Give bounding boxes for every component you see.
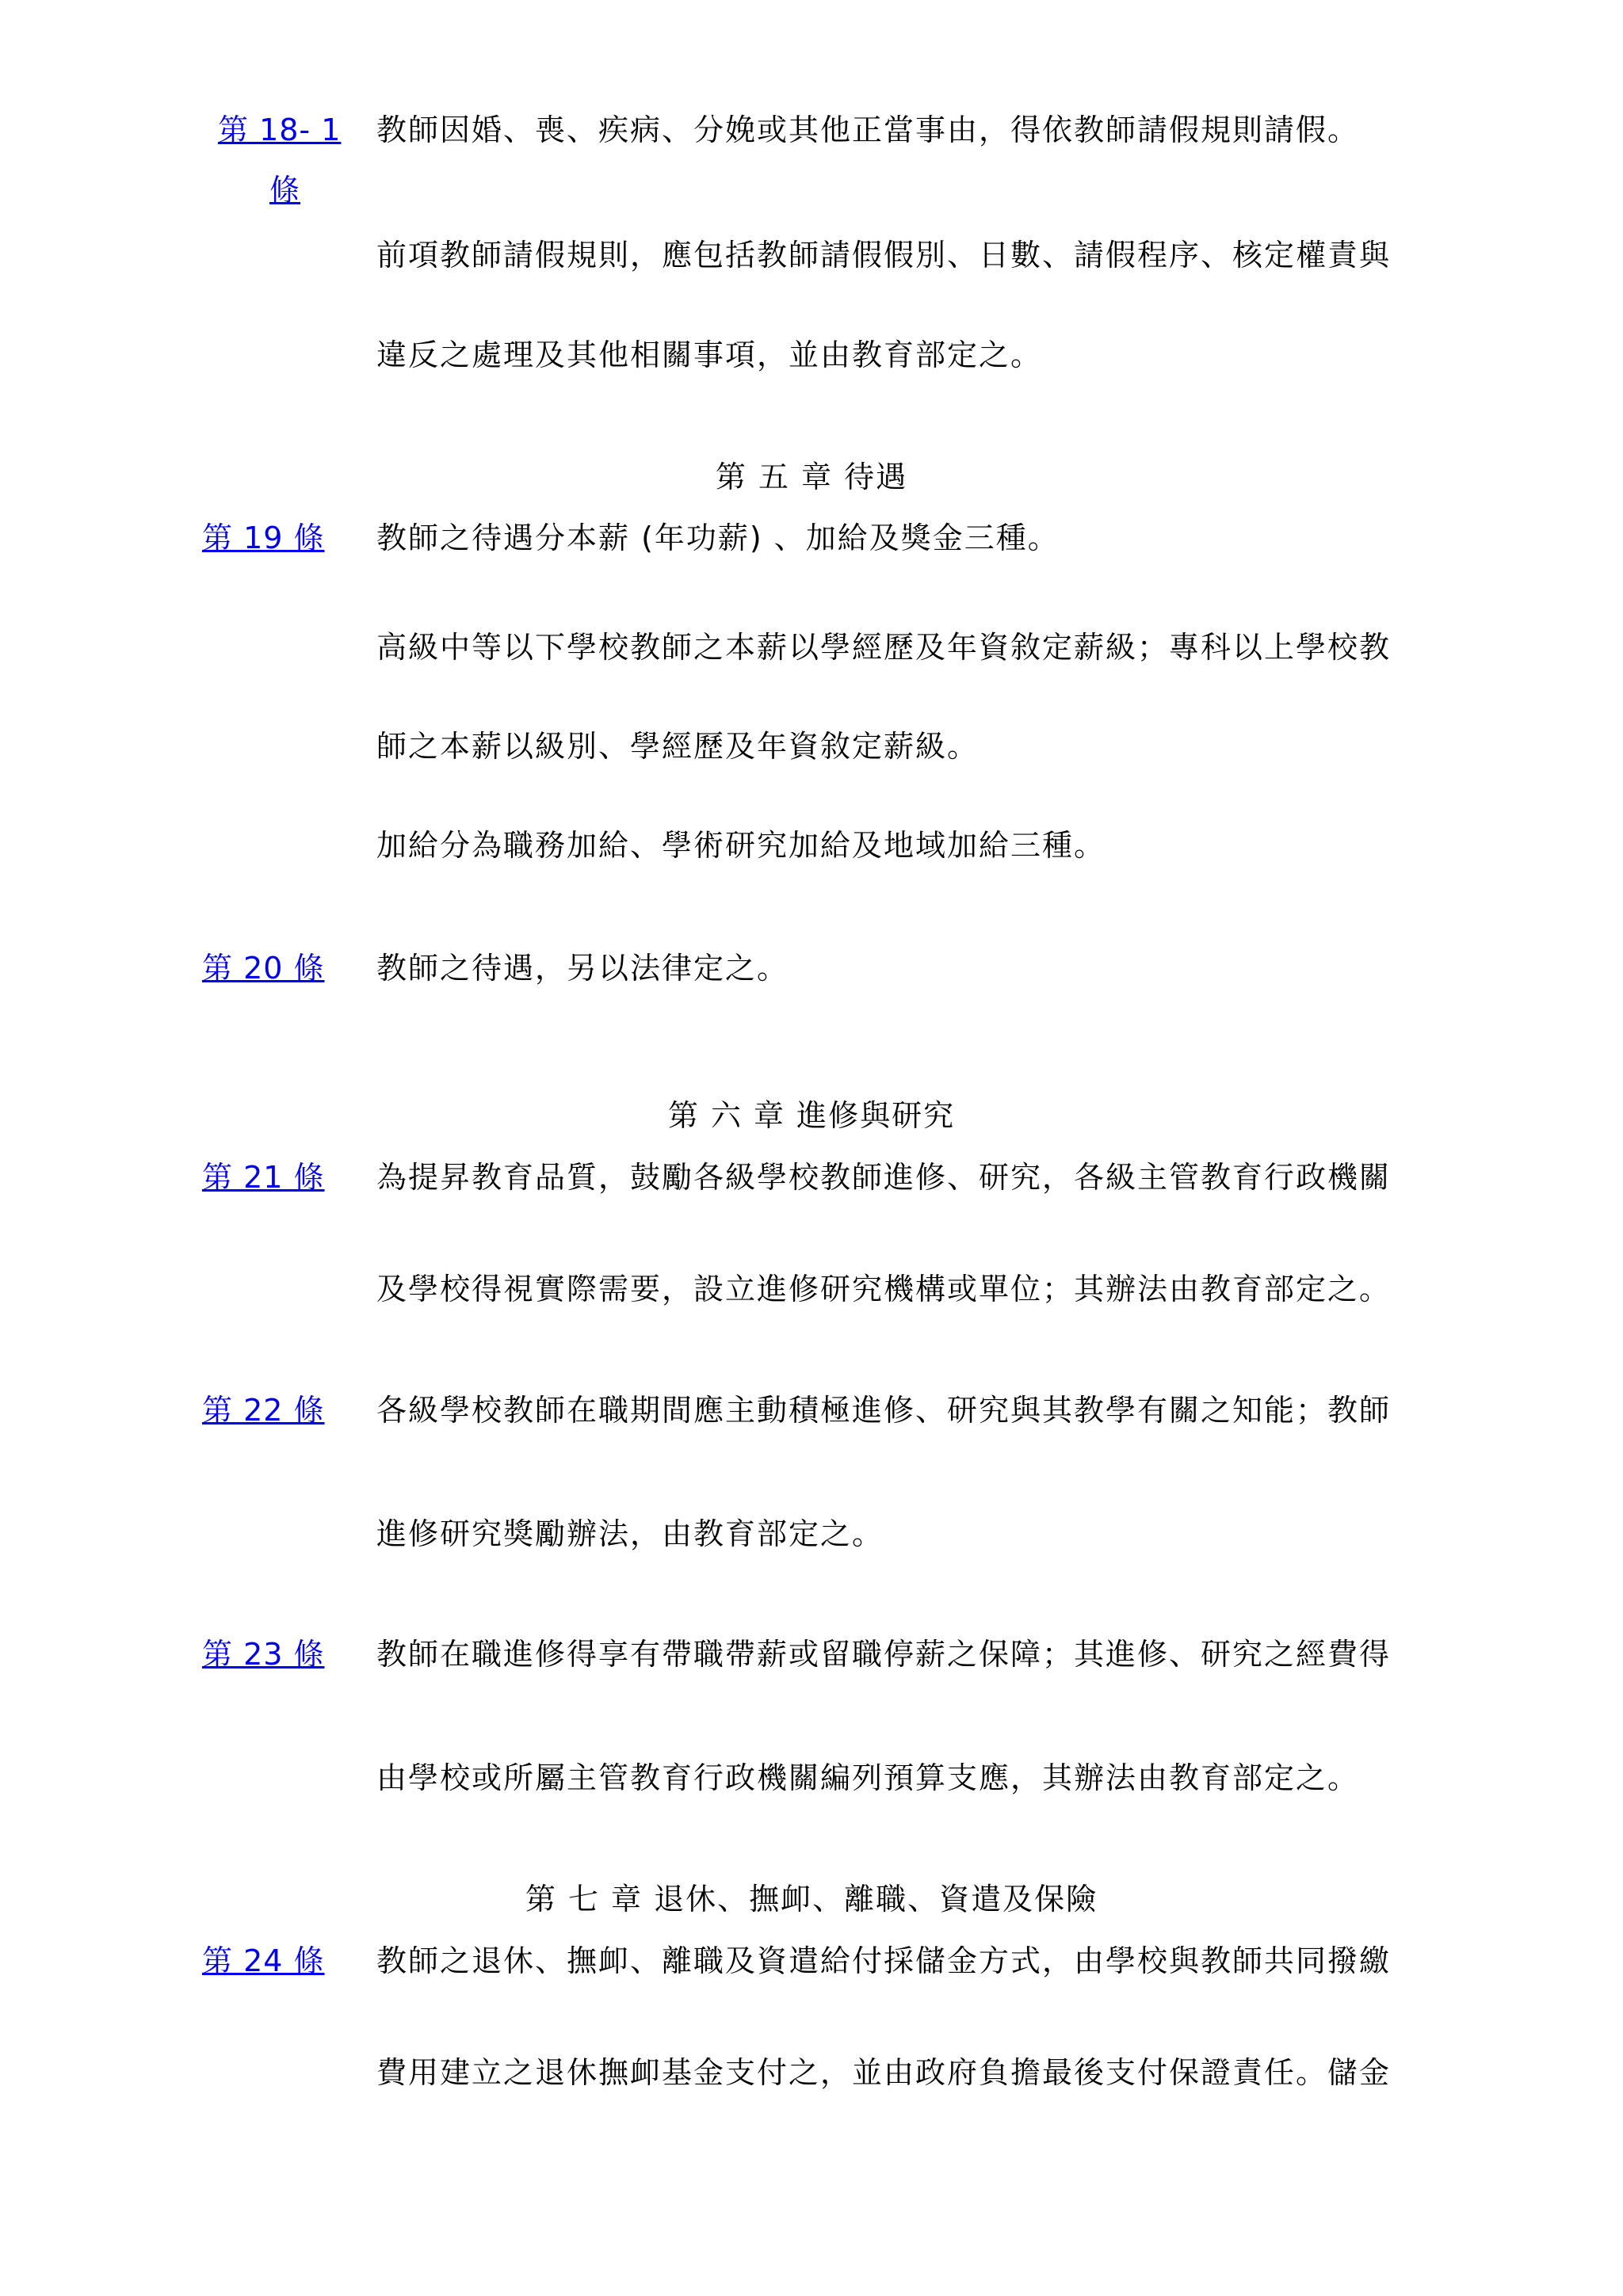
article-18-1-text-2: 前項教師請假規則，應包括教師請假假別、日數、請假程序、核定權責與 (376, 238, 1392, 273)
article-18-1-text-3: 違反之處理及其他相關事項，並由教育部定之。 (376, 338, 1043, 372)
article-19-text-1: 教師之待遇分本薪 (年功薪) 、加給及獎金三種。 (376, 521, 1060, 555)
article-23-link[interactable]: 第 23 條 (202, 1637, 325, 1672)
article-24-link[interactable]: 第 24 條 (202, 1943, 325, 1978)
article-21-text-2: 及學校得視實際需要，設立進修研究機構或單位；其辦法由教育部定之。 (376, 1272, 1392, 1306)
article-23-text-1: 教師在職進修得享有帶職帶薪或留職停薪之保障；其進修、研究之經費得 (376, 1637, 1392, 1672)
article-20-link[interactable]: 第 20 條 (202, 951, 325, 986)
article-19-text-3: 師之本薪以級別、學經歷及年資敘定薪級。 (376, 729, 980, 764)
article-22-text-1: 各級學校教師在職期間應主動積極進修、研究與其教學有關之知能；教師 (376, 1393, 1392, 1428)
chapter-6-heading: 第 六 章 進修與研究 (667, 1098, 956, 1133)
chapter-7-heading: 第 七 章 退休、撫卹、離職、資遣及保險 (525, 1882, 1098, 1917)
article-21-link[interactable]: 第 21 條 (202, 1160, 325, 1195)
article-18-1-link-suffix[interactable]: 條 (269, 173, 301, 208)
article-19-text-2: 高級中等以下學校教師之本薪以學經歷及年資敘定薪級；專科以上學校教 (376, 630, 1392, 665)
article-22-link[interactable]: 第 22 條 (202, 1393, 325, 1428)
article-18-1-text-1: 教師因婚、喪、疾病、分娩或其他正當事由，得依教師請假規則請假。 (376, 113, 1360, 147)
article-18-1-link[interactable]: 第 18- 1 (218, 113, 342, 147)
article-23-text-2: 由學校或所屬主管教育行政機關編列預算支應，其辦法由教育部定之。 (376, 1760, 1360, 1795)
article-19-text-4: 加給分為職務加給、學術研究加給及地域加給三種。 (376, 828, 1106, 863)
article-20-text-1: 教師之待遇，另以法律定之。 (376, 951, 789, 986)
article-21-text-1: 為提昇教育品質，鼓勵各級學校教師進修、研究，各級主管教育行政機關 (376, 1160, 1392, 1195)
article-22-text-2: 進修研究獎勵辦法，由教育部定之。 (376, 1516, 884, 1551)
article-24-text-1: 教師之退休、撫卹、離職及資遣給付採儲金方式，由學校與教師共同撥繳 (376, 1943, 1392, 1978)
chapter-5-heading: 第 五 章 待遇 (715, 460, 908, 494)
article-24-text-2: 費用建立之退休撫卹基金支付之，並由政府負擔最後支付保證責任。儲金 (376, 2055, 1392, 2090)
article-19-link[interactable]: 第 19 條 (202, 521, 325, 555)
